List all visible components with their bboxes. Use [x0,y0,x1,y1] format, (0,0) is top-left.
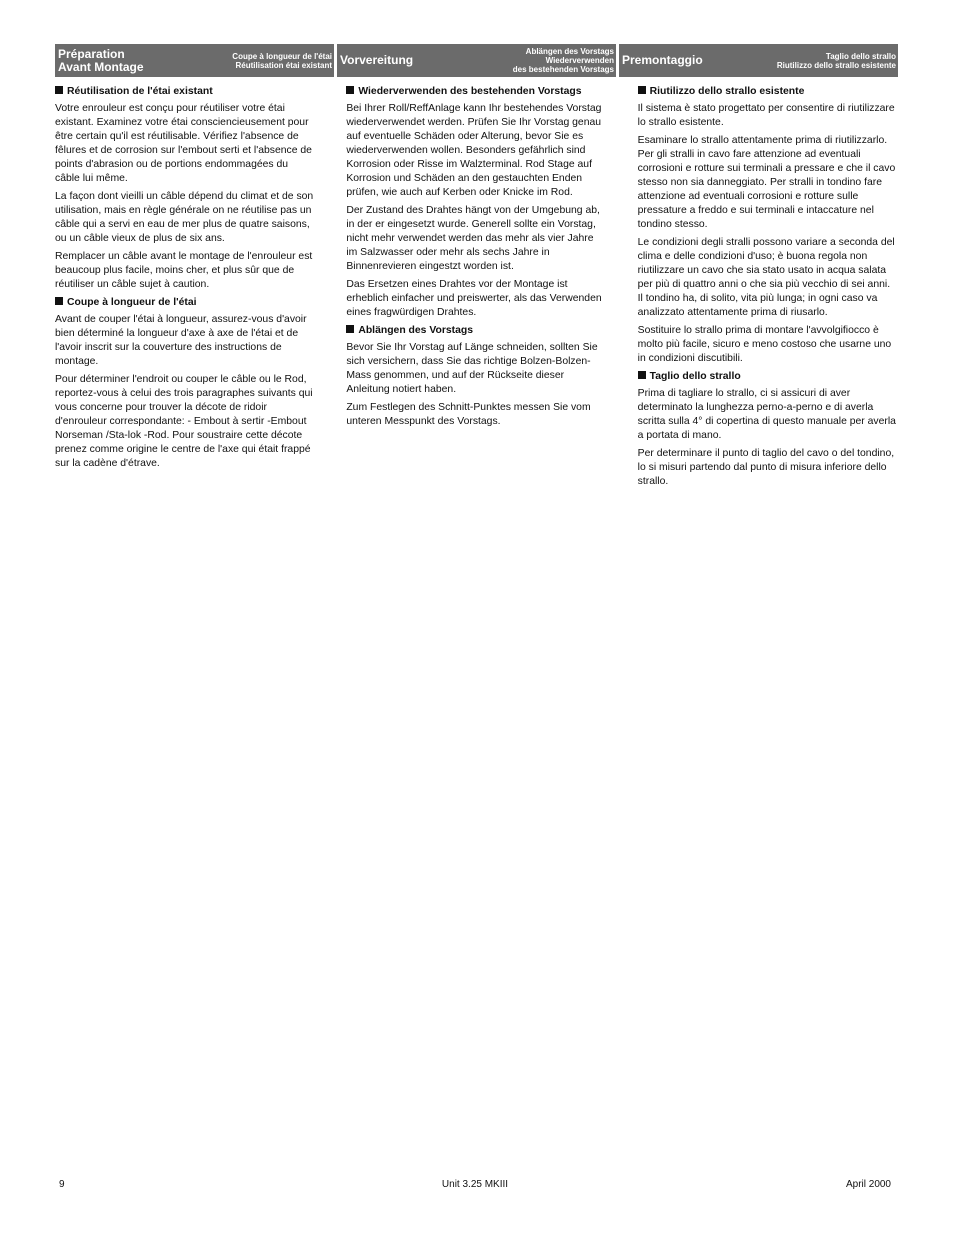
body-paragraph: Bei Ihrer Roll/ReffAnlage kann Ihr bestehendes Vorstag wiederverwendet werden. Prüfen Sie Ihr Vorstag genau auf eventuelle Schäden oder Alterung, bevor Sie es wiederverwenden wollen. Besonders gefährlich sind Korrosion oder Risse im Walzterminal. Rod Stage auf Korrosion und Schäden an den gestauchten Enden prüfen, wie auch auf Kerben oder Knicke im Rod. [346,103,602,198]
square-bullet-icon [638,86,646,94]
unit-label: Unit 3.25 MKIII [441,1179,509,1190]
header-german-title: Vorvereitung [340,53,414,67]
body-paragraph: Avant de couper l'étai à longueur, assurez-vous d'avoir bien déterminé la longueur d'axe à axe de l'étai et de l'avoir inscrit sur la couverture des instructions de montage. [55,314,307,367]
body-paragraph: Der Zustand des Drahtes hängt von der Umgebung ab, in der er eingesetzt wurde. Generell sollte ein Vorstag, nicht mehr verwendet werden das mehr als vier Jahre im Salzwasser oder mehr als sechs Jahre in Binnenrevieren eingestzt worden ist. [346,205,600,272]
header-italian [619,44,898,77]
section-heading-text: Taglio dello strallo [649,371,741,382]
section-heading-text: Réutilisation de l'étai existant [67,86,213,97]
header-italian-title: Premontaggio [622,53,703,67]
square-bullet-icon [638,371,646,379]
section-heading-text: Riutilizzo dello strallo esistente [649,86,805,97]
body-paragraph: La façon dont vieilli un câble dépend du climat et de son utilisation, mais en règle générale on ne réutilise pas un câble qui a servi en eau de mer plus de quatre saisons, ou un câble vieux de plus de six ans. [55,191,314,244]
header-french [55,44,334,77]
square-bullet-icon [346,86,354,94]
square-bullet-icon [55,86,63,94]
body-paragraph: Prima di tagliare lo strallo, ci si assicuri di aver determinato la lunghezza perno-a-perno e di averla scritta sulla 4° di copertina di questo manuale per averla a portata di mano. [637,388,896,441]
body-paragraph: Votre enrouleur est conçu pour réutiliser votre étai existant. Examinez votre étai consciencieusement pour être certain qu'il est réutilisable. Vérifiez l'absence de fêlures et de corrosion sur l'embout serti et l'absence de points d'abrasion ou de portions endommagées du câble lui même. [55,103,312,184]
date-label: April 2000 [845,1179,891,1190]
square-bullet-icon [55,297,63,305]
header-german [337,44,616,77]
section-heading-text: Coupe à longueur de l'étai [67,297,197,308]
section-heading [638,370,898,383]
body-paragraph: Le condizioni degli stralli possono variare a seconda del clima e delle condizioni d'uso; è buona regola non riutilizzare un cavo che sia stato usato in acqua salata per più di quattro anni o che sia più vecchio di sei anni. Il tondino ha, di solito, vita più lunga; in ogni caso va analizzato attentamente prima di riusarlo. [637,237,895,318]
column-french [55,85,315,493]
page-number: 9 [59,1179,65,1190]
body-paragraph: Remplacer un câble avant le montage de l'enrouleur est beaucoup plus facile, moins cher, et plus sûr que de réutiliser un câble sujet à caution. [55,251,313,290]
body-paragraph: Il sistema è stato progettato per consentire di riutilizzare lo strallo esistente. [637,103,895,128]
column-italian [638,85,898,493]
header-french-subtitle: Coupe à longueur de l'étai Réutilisation étai existant [232,51,332,70]
header-german-subtitle: Ablängen des Vorstags Wiederverwenden des bestehenden Vorstags [512,47,614,74]
header-french-title: Préparation Avant Montage [58,46,144,74]
text-columns [55,85,898,493]
page-content [55,44,898,493]
body-paragraph: Bevor Sie Ihr Vorstag auf Länge schneiden, sollten Sie sich versichern, dass Sie das richtige Bolzen-Bolzen-Mass genommen, und auf der Rückseite dieser Anleitung notiert haben. [346,342,598,395]
section-heading [346,324,606,337]
section-heading-text: Wiederverwenden des bestehenden Vorstags [358,86,582,97]
section-heading [55,296,315,309]
body-paragraph: Esaminare lo strallo attentamente prima di riutilizzarlo. Per gli stralli in cavo fare attenzione ad eventuali corrosioni e rotture sui terminali a pressare e che il cavo stesso non sia danneggiato. Per stralli in tondino fare attenzione ad eventuali corrosioni e rotture sulle pressature a freddo e sui terminali e intaccature nel tondino stesso. [637,135,896,230]
body-paragraph: Per determinare il punto di taglio del cavo o del tondino, lo si misuri partendo dal punto di misura inferiore dello strallo. [637,448,895,487]
body-paragraph: Das Ersetzen eines Drahtes vor der Montage ist erheblich einfacher und preiswerter, als das Verwenden eines fragwürdigen Drahtes. [346,279,602,318]
section-heading [638,85,898,98]
section-heading [346,85,606,98]
square-bullet-icon [346,325,354,333]
section-header-row [55,44,898,77]
section-heading-text: Ablängen des Vorstags [358,325,474,336]
page-footer [59,1179,891,1193]
body-paragraph: Pour déterminer l'endroit ou couper le câble ou le Rod, reportez-vous à celui des trois paragraphes suivants qui vous concerne pour trouver la décote de ridoir d'enrouleur correspondante: - Embout à sertir -Embout Norseman /Sta-lok -Rod. Pour soustraire cette décote prenez comme origine le centre de l'axe qui était frappé sur la cadène d'étrave. [55,374,313,469]
section-heading [55,85,315,98]
column-german [346,85,606,493]
header-italian-subtitle: Taglio dello strallo Riutilizzo dello strallo esistente [776,51,896,70]
body-paragraph: Zum Festlegen des Schnitt-Punktes messen Sie vom unteren Messpunkt des Vorstags. [346,402,591,427]
body-paragraph: Sostituire lo strallo prima di montare l'avvolgifiocco è molto più facile, sicuro e meno costoso che usarne uno in condizioni discutibili. [637,325,892,364]
